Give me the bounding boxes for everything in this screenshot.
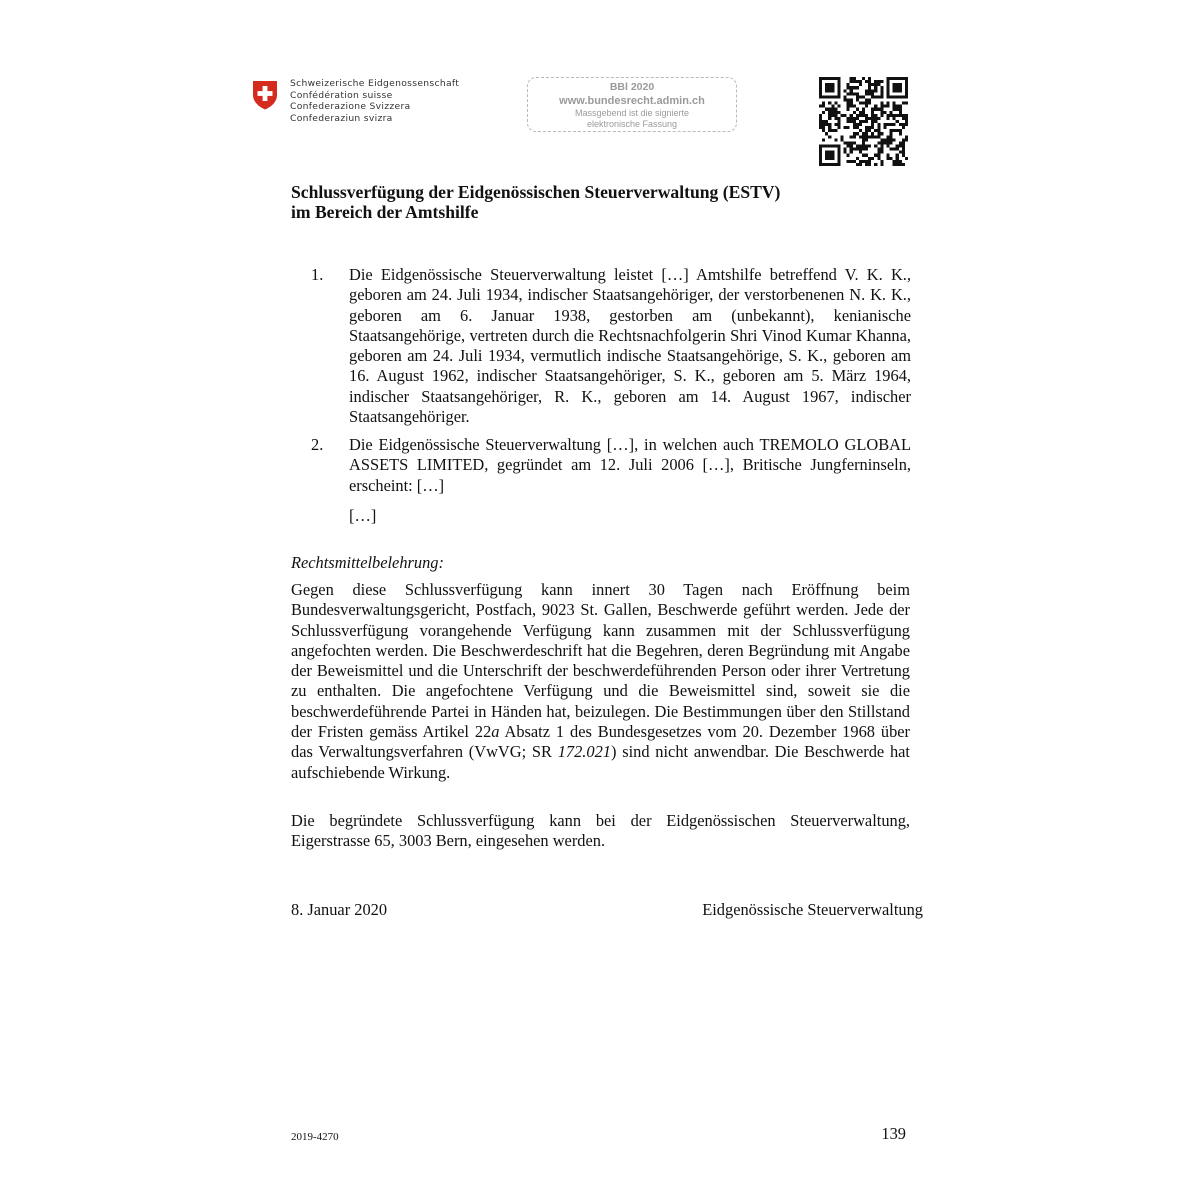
confederation-name-fr: Confédération suisse xyxy=(290,89,393,101)
omission-marker: […] xyxy=(349,506,377,525)
stamp-url: www.bundesrecht.admin.ch xyxy=(559,95,705,107)
list-item-number: 2. xyxy=(311,435,324,454)
confederation-name-de: Schweizerische Eidgenossenschaft xyxy=(290,78,460,89)
list-item-text: Die Eidgenössische Steuerverwaltung leistet […] Amtshilfe betreffend V. K. K., geboren am 24. Juli 1934, indischer Staatsangehöriger, der verstorbenenen N. K. K., geboren am 6. Januar 1938, gestorben am (unbekannt), kenianische Staatsangehörige, vertreten durch die Rechtsnachfolgerin Shri Vinod Kumar Khanna, geboren am 24. Juli 1934, vermutlich indische Staatsangehörige, S. K., geboren am 16. August 1962, indischer Staatsangehöriger, S. K., geboren am 5. März 1964, indischer Staatsangehöriger, R. K., geboren am 14. August 1967, indischer Staatsangehöriger. xyxy=(349,265,911,427)
qr-code-icon xyxy=(819,77,908,166)
publication-stamp xyxy=(527,77,737,132)
legal-remedy-text-2: Absatz 1 des Bundesgesetzes vom 20. Dezember 1968 über das Verwaltungsverfahren (VwVG; SR xyxy=(291,722,911,762)
stamp-note-1: Massgebend ist die signierte xyxy=(574,108,690,118)
page-number: 139 xyxy=(881,1124,906,1143)
legal-remedy-text-1: Gegen diese Schlussverfügung kann innert 30 Tagen nach Eröffnung beim Bundesverwaltungsgericht, Postfach, 9023 St. Gallen, Beschwerde geführt werden. Jede der Schlussverfügung vorangehende Verfügung kann zusammen mit der Schlussverfügung angefochten werden. Die Beschwerdeschrift hat die Begehren, deren Begründung mit Angabe der Beweismittel und die Unterschrift der beschwerdeführenden Person oder ihrer Vertretung zu enthalten. Die angefochtene Verfügung und die Beweismittel sind, soweit sie die beschwerdeführende Partei in Händen hat, beizulegen. Die Bestimmungen über den Stillstand der Fristen gemäss Artikel 22 xyxy=(291,580,910,742)
legal-remedy-paragraph xyxy=(291,580,910,783)
confederation-names xyxy=(290,78,459,124)
stamp-bbl: BBl 2020 xyxy=(609,81,655,93)
list-item xyxy=(311,435,911,496)
stamp-note-2: elektronische Fassung xyxy=(586,119,678,129)
sr-number: 172.021 xyxy=(557,742,611,762)
swiss-cross-shield-icon xyxy=(252,80,278,110)
legal-remedy-heading: Rechtsmittelbelehrung: xyxy=(291,553,444,572)
list-item xyxy=(311,265,911,427)
confederation-name-it: Confederazione Svizzera xyxy=(290,101,411,113)
decision-date: 8. Januar 2020 xyxy=(291,900,388,919)
confederation-name-rm: Confederaziun svizra xyxy=(290,112,393,124)
footer-reference: 2019-4270 xyxy=(291,1131,339,1143)
list-item-text: Die Eidgenössische Steuerverwaltung […], in welchen auch TREMOLO GLOBAL ASSETS LIMITED, gegründet am 12. Juli 2006 […], Britische Jungferninseln, erscheint: […] xyxy=(349,435,911,495)
title-line-2: im Bereich der Amtshilfe xyxy=(291,202,479,222)
list-item-number: 1. xyxy=(311,265,324,284)
legal-remedy-text-3: ) sind nicht anwendbar. Die Beschwerde hat aufschiebende Wirkung. xyxy=(291,742,910,782)
title-line-1: Schlussverfügung der Eidgenössischen Steuerverwaltung (ESTV) xyxy=(291,182,781,202)
page-title xyxy=(291,182,911,222)
inspection-paragraph: Die begründete Schlussverfügung kann bei der Eidgenössischen Steuerverwaltung, Eigerstrasse 65, 3003 Bern, eingesehen werden. xyxy=(291,811,910,851)
issuing-authority: Eidgenössische Steuerverwaltung xyxy=(702,900,923,919)
article-letter: a xyxy=(491,722,500,742)
